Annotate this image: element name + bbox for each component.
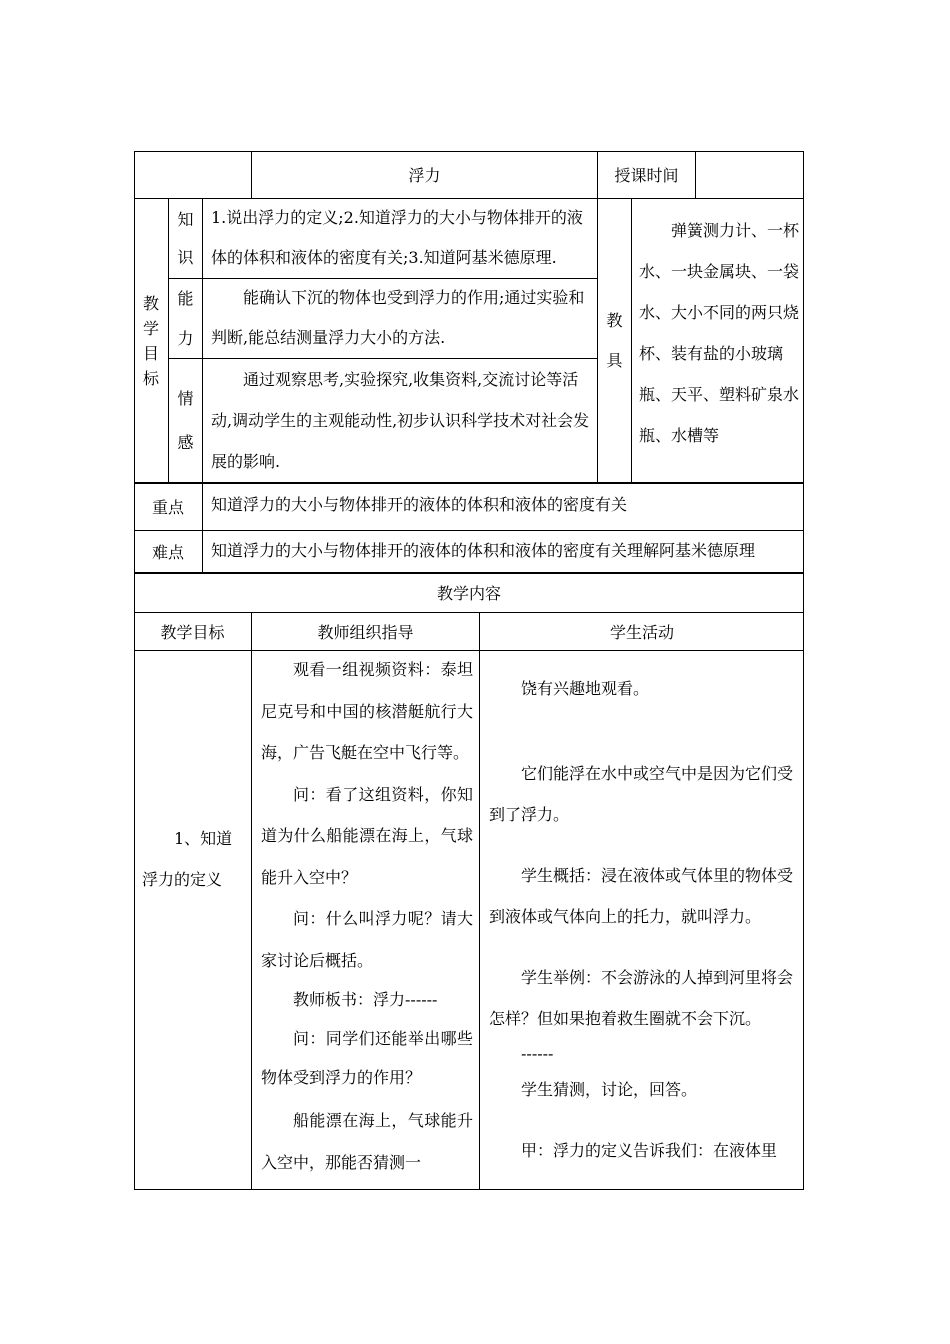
tools-label: 教 具: [606, 310, 623, 370]
student-paragraph: 饶有兴趣地观看。: [521, 679, 650, 698]
ability-label: 能 力: [177, 288, 194, 348]
student-paragraph: ------: [521, 1044, 554, 1063]
tools-text: 弹簧测力计、一杯水、一块金属块、一袋水、大小不同的两只烧杯、装有盐的小玻璃瓶、天平、塑料矿泉水瓶、水槽等: [639, 221, 800, 445]
col-goal-header: 教学目标: [160, 623, 225, 642]
student-activities: [489, 650, 799, 1189]
student-paragraph: 学生猜测，讨论，回答。: [521, 1080, 698, 1099]
student-paragraph: 学生举例：不会游泳的人掉到河里将会怎样？但如果抱着救生圈就不会下沉。: [489, 968, 794, 1028]
student-paragraph: 它们能浮在水中或空气中是因为它们受到了浮力。: [489, 764, 794, 824]
knowledge-label: 知 识: [177, 209, 194, 267]
teacher-paragraph: 问：什么叫浮力呢？请大家讨论后概括。: [261, 909, 473, 970]
lesson-title: 浮力: [408, 166, 441, 185]
teacher-paragraph: 观看一组视频资料：泰坦尼克号和中国的核潜艇航行大海，广告飞艇在空中飞行等。: [261, 660, 473, 762]
content-title: 教学内容: [436, 584, 501, 603]
class-time-label: 授课时间: [614, 166, 679, 185]
class-time-value: [696, 151, 804, 198]
teacher-guidance: [261, 649, 473, 1189]
ability-text: 能确认下沉的物体也受到浮力的作用;通过实验和判断,能总结测量浮力大小的方法.: [211, 288, 585, 347]
key-point-label: 重点: [151, 498, 184, 517]
teacher-paragraph: 问：看了这组资料，你知道为什么船能漂在海上，气球能升入空中？: [261, 784, 473, 887]
teacher-paragraph: 教师板书：浮力------: [293, 990, 438, 1009]
knowledge-text: 1.说出浮力的定义;2.知道浮力的大小与物体排开的液体的体积和液体的密度有关;3.知道阿基米德原理.: [211, 208, 583, 267]
teacher-paragraph: 问：同学们还能举出哪些物体受到浮力的作用？: [261, 1029, 473, 1087]
teacher-paragraph: 船能漂在海上，气球能升入空中，那能否猜测一: [261, 1111, 473, 1172]
goal-text: 1、知道浮力的定义: [142, 829, 233, 889]
key-point-text: 知道浮力的大小与物体排开的液体的体积和液体的密度有关: [211, 495, 628, 514]
emotion-label: 情 感: [177, 388, 194, 452]
student-paragraph: 甲：浮力的定义告诉我们：在液体里: [521, 1141, 778, 1160]
col-teacher-header: 教师组织指导: [317, 623, 414, 642]
difficulty-text: 知道浮力的大小与物体排开的液体的体积和液体的密度有关理解阿基米德原理: [211, 541, 756, 560]
difficulty-label: 难点: [151, 543, 184, 562]
col-student-header: 学生活动: [609, 623, 674, 642]
objectives-section-label: 教 学 目 标: [142, 293, 159, 388]
student-paragraph: 学生概括：浸在液体或气体里的物体受到液体或气体向上的托力，就叫浮力。: [489, 866, 794, 926]
lesson-plan-table: [134, 151, 804, 1190]
emotion-text: 通过观察思考,实验探究,收集资料,交流讨论等活动,调动学生的主观能动性,初步认识科学技术对社会发展的影响.: [211, 370, 590, 471]
